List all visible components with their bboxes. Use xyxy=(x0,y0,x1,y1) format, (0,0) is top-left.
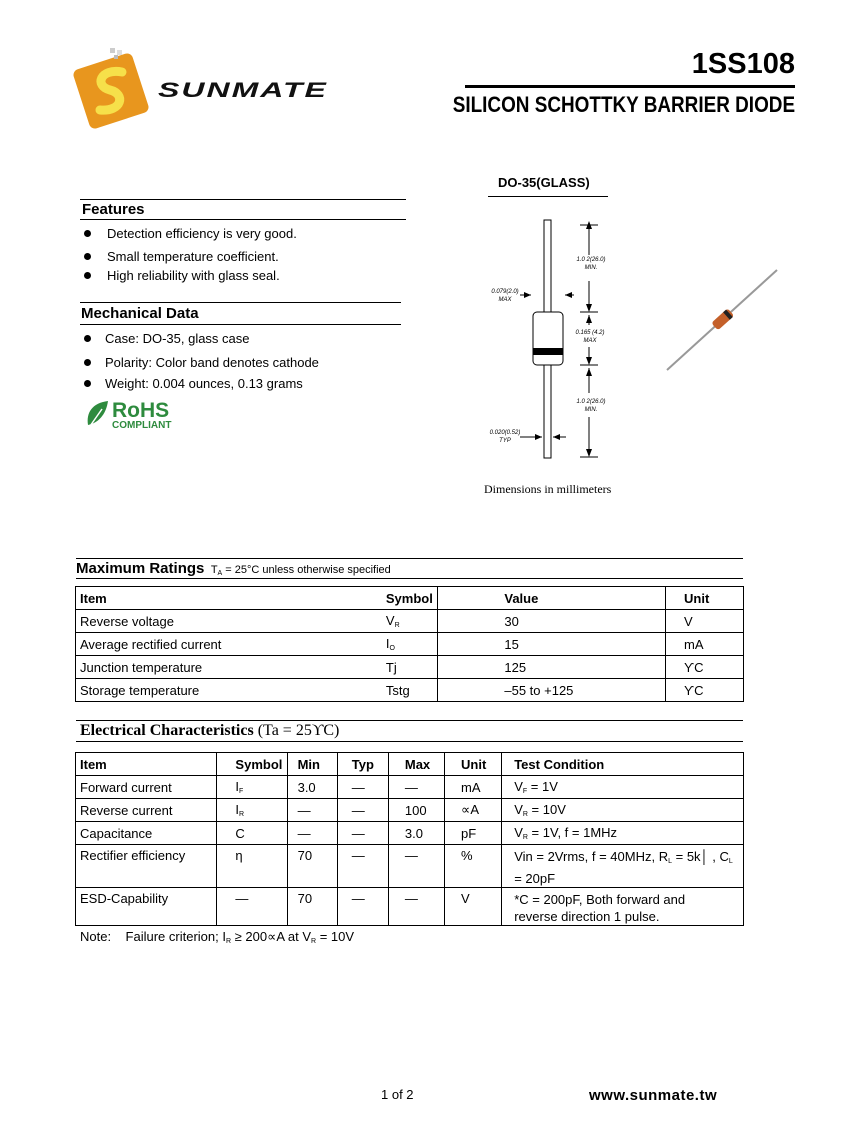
table-row xyxy=(76,776,744,799)
bullet-icon xyxy=(84,272,91,279)
cell-item: Rectifier efficiency xyxy=(76,845,217,888)
cell-unit: % xyxy=(445,845,502,888)
mechanical-item xyxy=(84,331,250,346)
col-header: Value xyxy=(438,587,666,610)
cell-symbol xyxy=(382,633,438,656)
cond-text: *C = 200pF, Both forward and xyxy=(514,892,686,907)
col-header: Max xyxy=(388,753,444,776)
col-header: Item xyxy=(76,753,217,776)
features-top-rule xyxy=(80,199,406,200)
col-header: Item xyxy=(76,587,382,610)
table-row xyxy=(76,799,744,822)
col-header: Min xyxy=(287,753,337,776)
cond-sub: A xyxy=(217,570,223,577)
symbol-text: Tj xyxy=(385,659,397,675)
cell-symbol: η xyxy=(217,845,287,888)
cell-unit: ϒC xyxy=(666,679,744,702)
cond-text: = 5k│ , C xyxy=(672,849,729,864)
symbol-text: Tstg xyxy=(385,682,410,698)
cond-sub: R xyxy=(522,834,528,841)
cell-unit: V xyxy=(445,888,502,926)
max-ratings-header xyxy=(76,558,743,579)
note-sub: R xyxy=(225,938,232,945)
mechanical-item-text: Case: DO-35, glass case xyxy=(105,331,250,346)
electrical-condition: (Ta = 25ϒC) xyxy=(253,722,340,739)
table-row xyxy=(76,633,744,656)
cond-text: reverse direction 1 pulse. xyxy=(514,909,660,924)
table-row xyxy=(76,822,744,845)
cell-condition xyxy=(502,799,744,822)
part-description: SILICON SCHOTTKY BARRIER DIODE xyxy=(452,92,795,117)
cell-unit: pF xyxy=(445,822,502,845)
cell-value: –55 to +125 xyxy=(438,679,666,702)
dimension-caption: Dimensions in millimeters xyxy=(484,482,612,496)
symbol-text: I xyxy=(385,636,390,651)
features-heading: Features xyxy=(82,201,145,218)
table-row xyxy=(76,679,744,702)
page-number: 1 of 2 xyxy=(381,1087,414,1102)
cell-item: Reverse current xyxy=(76,799,217,822)
cond-sub: F xyxy=(522,788,528,795)
cond-text: = 1V xyxy=(527,779,558,794)
leaf-icon xyxy=(84,399,110,431)
cell-max: 3.0 xyxy=(388,822,444,845)
mechanical-top-rule xyxy=(80,302,401,303)
max-ratings-condition xyxy=(211,564,391,576)
features-item xyxy=(84,249,279,264)
symbol-text: V xyxy=(385,613,395,628)
cell-symbol xyxy=(217,822,287,845)
note-text: Failure criterion; I xyxy=(125,929,226,944)
cell-min: 3.0 xyxy=(287,776,337,799)
note-sub: R xyxy=(311,938,317,945)
cond-text: Vin = 2Vrms, f = 40MHz, R xyxy=(514,849,669,864)
failure-note xyxy=(80,929,354,945)
note-text: ≥ 200∝A at V xyxy=(231,929,312,944)
features-item-text: Detection efficiency is very good. xyxy=(107,226,297,241)
cell-symbol xyxy=(217,776,287,799)
cell-item: Storage temperature xyxy=(76,679,382,702)
cell-typ: — xyxy=(337,776,388,799)
cell-condition xyxy=(502,888,744,926)
col-header: Typ xyxy=(337,753,388,776)
cell-typ: — xyxy=(337,799,388,822)
col-header: Test Condition xyxy=(502,753,744,776)
cond-text: = 10V xyxy=(527,802,566,817)
col-header: Unit xyxy=(666,587,744,610)
mechanical-item-text: Polarity: Color band denotes cathode xyxy=(105,355,319,370)
col-header: Symbol xyxy=(382,587,438,610)
cell-item: Junction temperature xyxy=(76,656,382,679)
brand-wordmark: SUNMATE xyxy=(158,78,328,102)
cell-symbol xyxy=(382,656,438,679)
rohs-compliant-text: COMPLIANT xyxy=(112,419,172,431)
cell-min: — xyxy=(287,799,337,822)
bullet-icon xyxy=(84,335,91,342)
cell-unit: mA xyxy=(445,776,502,799)
cell-symbol xyxy=(382,610,438,633)
cell-typ: — xyxy=(337,822,388,845)
symbol-text: I xyxy=(235,779,240,794)
features-item xyxy=(84,268,280,283)
cond-text: = 1V, f = 1MHz xyxy=(527,825,618,840)
features-item-text: High reliability with glass seal. xyxy=(107,268,280,283)
cell-max: 100 xyxy=(388,799,444,822)
cell-max: — xyxy=(388,776,444,799)
cell-max: — xyxy=(388,888,444,926)
bullet-icon xyxy=(84,230,91,237)
cell-item: Reverse voltage xyxy=(76,610,382,633)
cond-text: = 20pF xyxy=(514,871,556,886)
mechanical-item xyxy=(84,355,319,370)
cell-value: 30 xyxy=(438,610,666,633)
features-item-text: Small temperature coefficient. xyxy=(107,249,279,264)
package-title-rule xyxy=(488,196,608,197)
note-text: = 10V xyxy=(316,929,355,944)
symbol-text: C xyxy=(235,825,245,841)
table-header-row xyxy=(76,753,744,776)
cond-text: = 25°C unless otherwise specified xyxy=(222,564,391,576)
symbol-sub: F xyxy=(239,788,244,795)
cond-sub: L xyxy=(668,858,672,865)
part-number: 1SS108 xyxy=(691,48,795,80)
bullet-icon xyxy=(84,359,91,366)
cond-text: V xyxy=(514,825,523,840)
cell-item: ESD-Capability xyxy=(76,888,217,926)
electrical-header xyxy=(76,720,743,742)
cell-item: Average rectified current xyxy=(76,633,382,656)
note-label: Note: xyxy=(80,929,112,944)
table-row xyxy=(76,845,744,888)
cond-text: V xyxy=(514,802,523,817)
cell-value: 15 xyxy=(438,633,666,656)
rohs-text: RoHS xyxy=(112,398,170,422)
cond-sub: L xyxy=(728,858,733,865)
symbol-text: I xyxy=(235,802,240,817)
cell-condition xyxy=(502,822,744,845)
cell-item: Forward current xyxy=(76,776,217,799)
features-bottom-rule xyxy=(80,219,406,220)
cell-unit: V xyxy=(666,610,744,633)
cell-max: — xyxy=(388,845,444,888)
cell-unit: ϒC xyxy=(666,656,744,679)
bullet-icon xyxy=(84,380,91,387)
rohs-badge xyxy=(84,399,171,431)
mechanical-item-text: Weight: 0.004 ounces, 0.13 grams xyxy=(105,376,303,391)
logo-mark-icon xyxy=(70,46,160,136)
symbol-sub: R xyxy=(239,811,245,818)
electrical-title: Electrical Characteristics xyxy=(80,722,254,739)
cond-text: T xyxy=(210,564,218,576)
col-header: Unit xyxy=(445,753,502,776)
cell-value: 125 xyxy=(438,656,666,679)
package-title: DO-35(GLASS) xyxy=(498,175,590,190)
website-link[interactable]: www.sunmate.tw xyxy=(589,1087,718,1104)
dim-lead-length-top: 1.0 2(26.0) MIN. xyxy=(576,257,606,271)
cell-unit: ∝A xyxy=(445,799,502,822)
cond-text: V xyxy=(514,779,523,794)
dim-body-diameter: 0.079(2.0) MAX xyxy=(491,289,519,303)
cell-typ: — xyxy=(337,845,388,888)
bullet-icon xyxy=(84,253,91,260)
cell-condition xyxy=(502,845,744,888)
dim-body-length: 0.165 (4.2) MAX xyxy=(575,330,605,344)
title-rule xyxy=(465,85,795,88)
cell-item: Capacitance xyxy=(76,822,217,845)
dim-lead-length-bottom: 1.0 2(26.0) MIN. xyxy=(576,399,606,413)
cell-unit: mA xyxy=(666,633,744,656)
col-header: Symbol xyxy=(217,753,287,776)
cond-sub: R xyxy=(522,811,528,818)
mechanical-heading: Mechanical Data xyxy=(81,305,199,322)
max-ratings-table xyxy=(75,586,744,702)
symbol-sub: R xyxy=(394,622,400,629)
table-row xyxy=(76,656,744,679)
cell-symbol xyxy=(382,679,438,702)
table-row xyxy=(76,888,744,926)
symbol-sub: O xyxy=(389,645,395,652)
cell-symbol: — xyxy=(217,888,287,926)
max-ratings-title: Maximum Ratings xyxy=(76,560,205,577)
electrical-table xyxy=(75,752,744,926)
features-item xyxy=(84,226,297,241)
dim-lead-diameter: 0.020(0.52) TYP xyxy=(489,430,521,444)
cell-min: 70 xyxy=(287,845,337,888)
mechanical-bottom-rule xyxy=(80,324,401,325)
table-row xyxy=(76,610,744,633)
cell-condition xyxy=(502,776,744,799)
diode-photo xyxy=(662,265,782,375)
mechanical-item xyxy=(84,376,303,391)
cell-min: 70 xyxy=(287,888,337,926)
cell-symbol xyxy=(217,799,287,822)
cell-typ: — xyxy=(337,888,388,926)
table-header-row xyxy=(76,587,744,610)
cell-min: — xyxy=(287,822,337,845)
